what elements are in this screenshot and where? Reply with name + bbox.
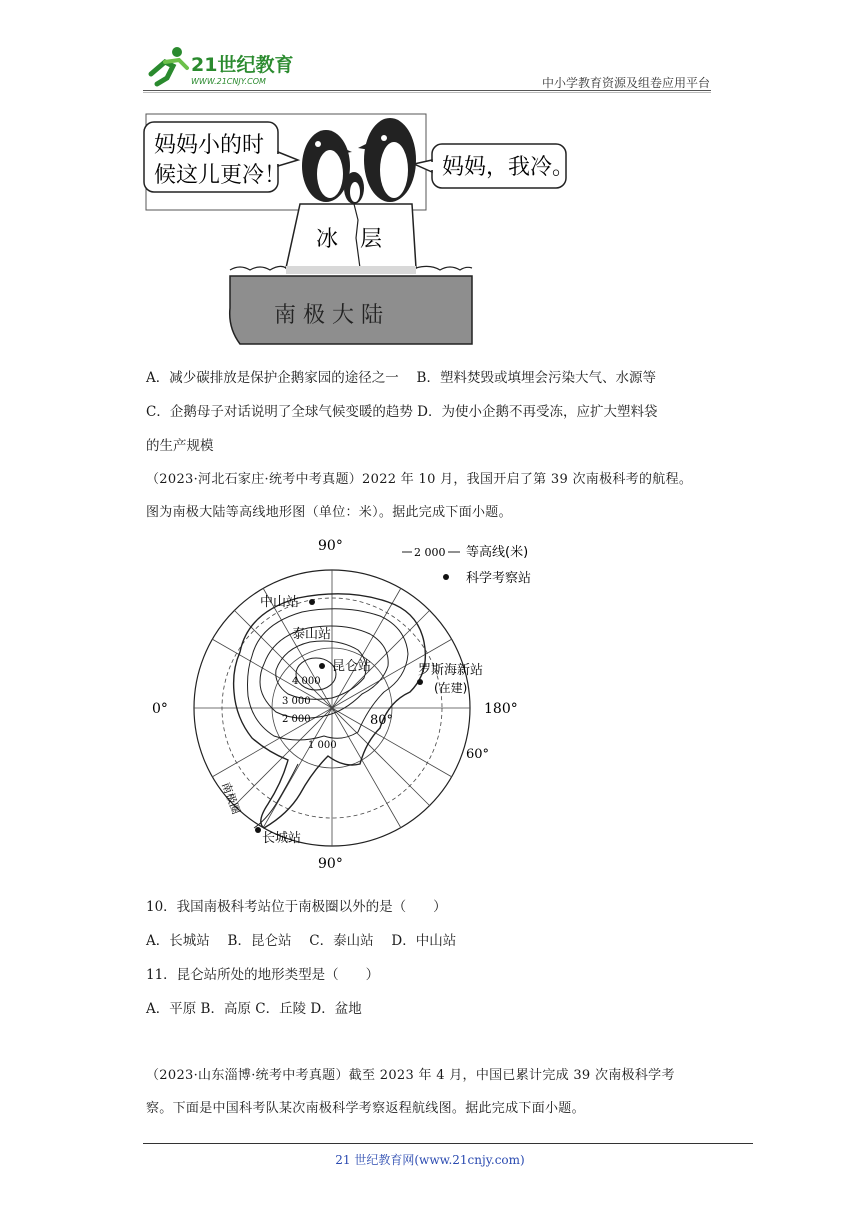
label-taishan: 泰山站 bbox=[292, 627, 332, 642]
right-bubble-text: 妈妈，我冷。 bbox=[442, 155, 575, 180]
left-bubble-line2: 候这儿更冷！ bbox=[154, 163, 287, 188]
q10-stem: 10．我国南极科考站位于南极圈以外的是（ ） bbox=[146, 899, 447, 915]
runner-logo-icon bbox=[151, 47, 187, 84]
passage1-line-1: （2023·河北石家庄·统考中考真题）2022 年 10 月，我国开启了第 39 次南极科考的航程。 bbox=[146, 472, 693, 487]
ice-layer-label: 冰 层 bbox=[316, 227, 383, 252]
header-divider bbox=[143, 90, 711, 91]
map-legend bbox=[402, 544, 531, 586]
q10-options: A．长城站 B．昆仑站 C．泰山站 D．中山站 bbox=[146, 933, 457, 949]
q11-stem: 11．昆仑站所处的地形类型是（ ） bbox=[146, 967, 380, 983]
label-zhongshan: 中山站 bbox=[260, 595, 300, 610]
logo-text: 21世纪教育 bbox=[191, 54, 294, 76]
label-kunlun: 昆仑站 bbox=[332, 659, 372, 674]
legend-contour-text: 等高线(米) bbox=[466, 545, 529, 560]
label-bottom-90: 90° bbox=[318, 856, 343, 872]
legend-station-dot bbox=[443, 574, 449, 580]
q9-option-line-2: C．企鹅母子对话说明了全球气候变暖的趋势 D．为使小企鹅不再受冻，应扩大塑料袋 bbox=[146, 404, 658, 420]
penguin-father-icon bbox=[358, 118, 416, 202]
passage2-line-1: （2023·山东淄博·统考中考真题）截至 2023 年 4 月，中国已累计完成 39 次南极科学考 bbox=[146, 1068, 675, 1083]
contour-label-1000: 1 000 bbox=[308, 740, 337, 751]
site-logo bbox=[143, 44, 313, 90]
footer-divider bbox=[143, 1143, 753, 1144]
header-divider-thin bbox=[143, 92, 711, 93]
logo-url: WWW.21CNJY.COM bbox=[191, 77, 266, 86]
contour-label-2000: 2 000 bbox=[282, 714, 311, 725]
antarctica-contour-map bbox=[148, 532, 568, 872]
header-tagline: 中小学教育资源及组卷应用平台 bbox=[541, 76, 710, 90]
legend-station-text: 科学考察站 bbox=[466, 571, 532, 586]
label-left-0: 0° bbox=[152, 701, 168, 717]
continent-label: 南 极 大 陆 bbox=[274, 303, 383, 328]
label-60: 60° bbox=[466, 747, 490, 762]
station-ross-dot bbox=[417, 679, 423, 685]
label-ross-note: (在建) bbox=[434, 681, 468, 695]
station-changcheng-dot bbox=[255, 827, 261, 833]
label-ross: 罗斯海新站 bbox=[418, 663, 484, 678]
legend-contour-value: 2 000 bbox=[414, 546, 446, 559]
label-right-180: 180° bbox=[484, 701, 518, 717]
q9-option-line-3: 的生产规模 bbox=[146, 438, 214, 454]
q11-options: A．平原 B．高原 C．丘陵 D．盆地 bbox=[146, 1001, 362, 1017]
left-bubble-line1: 妈妈小的时 bbox=[154, 133, 265, 158]
penguin-chick-icon bbox=[344, 172, 364, 204]
station-zhongshan-dot bbox=[309, 599, 315, 605]
contour-label-3000: 3 000 bbox=[282, 696, 311, 707]
passage1-line-2: 图为南极大陆等高线地形图（单位：米）。据此完成下面小题。 bbox=[146, 505, 512, 520]
label-lat-80: 80° bbox=[370, 713, 394, 728]
label-changcheng: 长城站 bbox=[262, 831, 302, 846]
station-kunlun-dot bbox=[319, 663, 325, 669]
footer-link[interactable]: 21 世纪教育网(www.21cnjy.com) bbox=[335, 1153, 525, 1167]
penguin-cartoon bbox=[140, 108, 580, 350]
passage2-line-2: 察。下面是中国科考队某次南极科学考察返程航线图。据此完成下面小题。 bbox=[146, 1101, 585, 1116]
q9-option-line-1: A．减少碳排放是保护企鹅家园的途径之一 B．塑料焚毁或填埋会污染大气、水源等 bbox=[146, 370, 656, 386]
label-antarctic-circle: 南极圈 bbox=[219, 780, 243, 817]
contour-label-4000: 4 000 bbox=[292, 676, 321, 687]
label-top-90: 90° bbox=[318, 538, 343, 554]
